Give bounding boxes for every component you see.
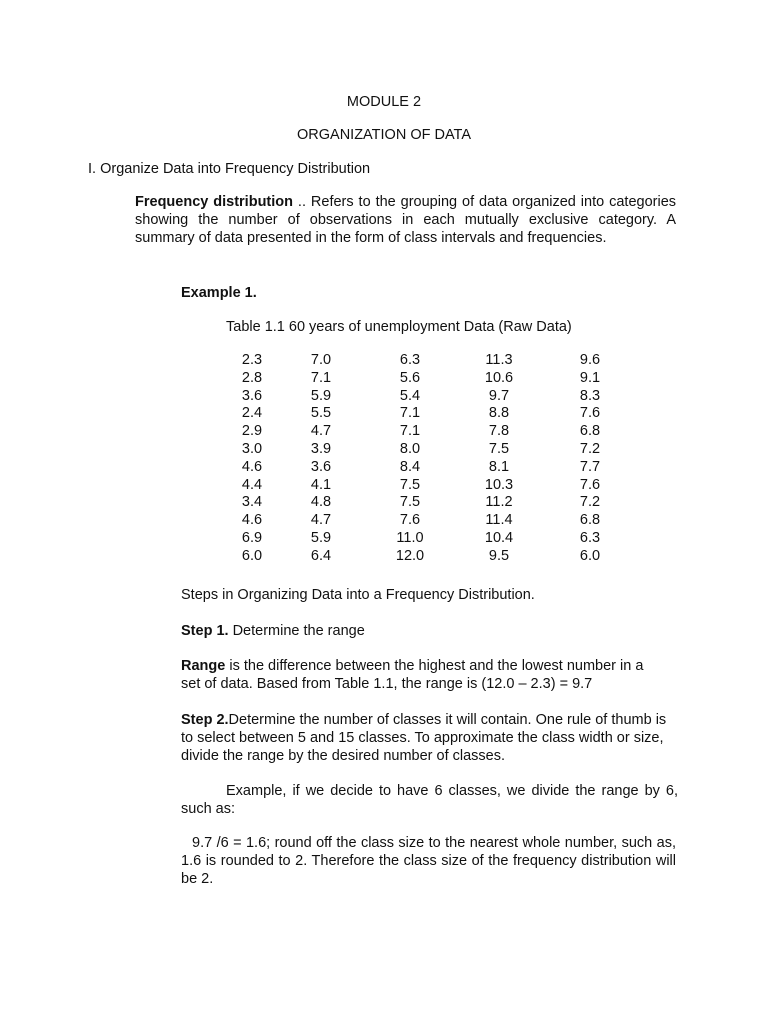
table-cell: 8.0 [399,440,421,457]
table-cell: 4.6 [241,512,263,529]
table-row [228,459,636,477]
table-row [228,405,636,423]
table-cell: 3.4 [241,494,263,511]
heading-organize-data: I. Organize Data into Frequency Distribution [88,161,371,177]
table-cell: 4.6 [241,458,263,475]
table-cell: 9.7 [488,387,510,404]
table-cell: 5.6 [399,369,421,386]
table-cell: 6.9 [241,529,263,546]
table-cell: 5.4 [399,387,421,404]
frequency-distribution-definition [135,193,676,247]
table-cell: 2.8 [241,369,263,386]
table-cell: 7.1 [399,423,421,440]
table-cell: 7.6 [579,476,601,493]
table-cell: 7.7 [579,458,601,475]
table-cell: 7.0 [310,352,332,368]
table-cell: 6.8 [579,423,601,440]
range-definition [181,657,661,693]
frequency-distribution-text: .. Refers to the grouping of data organized into categories showing the number of observations in each mutually exclusive category. A summary of data presented in the form of class intervals and frequencies. [135,194,677,246]
table-cell: 7.8 [488,423,510,440]
table-cell: 8.3 [579,387,601,404]
section-title: ORGANIZATION OF DATA [297,127,471,143]
table-cell: 11.4 [485,512,513,529]
table-cell: 6.3 [399,352,421,368]
table-cell: 7.5 [399,476,421,493]
table-row [228,548,636,566]
range-text: is the difference between the highest and the lowest number in a set of data. Based from Table 1.1, the range is (12.0 – 2.3) = 9.7 [181,658,644,692]
table-cell: 9.5 [488,547,510,564]
step-2-text: Determine the number of classes it will contain. One rule of thumb is to select between 5 and 15 classes. To approximate the class width or size, divide the range by the desired number of classes. [181,712,667,764]
table-cell: 7.6 [579,405,601,422]
step-2-label: Step 2. [181,712,229,728]
table-cell: 7.1 [310,369,332,386]
step-1-text: Determine the range [228,623,365,639]
table-cell: 2.9 [241,423,263,440]
table-cell: 3.6 [310,458,332,475]
example-paragraph: Example, if we decide to have 6 classes, we divide the range by 6, such as: [181,783,678,817]
table-cell: 6.8 [579,512,601,529]
table-row [228,423,636,441]
table-row [228,388,636,406]
table-cell: 11.2 [485,494,513,511]
example-label: Example 1. [181,285,257,301]
table-cell: 4.8 [310,494,332,511]
table-cell: 8.8 [488,405,510,422]
step-1 [181,622,365,640]
frequency-distribution-term: Frequency distribution [135,194,293,210]
table-cell: 10.6 [484,369,514,386]
table-row [228,441,636,459]
table-row [228,370,636,388]
table-cell: 2.3 [241,352,263,368]
table-row [228,477,636,495]
table-cell: 6.4 [310,547,332,564]
table-cell: 9.6 [579,352,601,368]
table-row [228,512,636,530]
table-cell: 7.1 [399,405,421,422]
table-cell: 4.1 [310,476,332,493]
table-cell: 12.0 [395,547,425,564]
table-caption: Table 1.1 60 years of unemployment Data (Raw Data) [226,319,572,335]
table-cell: 4.7 [310,423,332,440]
table-cell: 7.6 [399,512,421,529]
table-cell: 10.4 [484,529,514,546]
step-1-label: Step 1. [181,623,229,639]
table-cell: 11.0 [396,529,424,546]
range-term: Range [181,658,226,674]
table-cell: 3.0 [241,440,263,457]
table-cell: 9.1 [579,369,601,386]
table-cell: 8.1 [488,458,510,475]
table-cell: 5.9 [310,529,332,546]
table-cell: 7.5 [488,440,510,457]
table-cell: 3.9 [310,440,332,457]
table-cell: 4.4 [241,476,263,493]
table-cell: 4.7 [310,512,332,529]
module-title: MODULE 2 [346,94,422,110]
table-row [228,494,636,512]
table-row [228,530,636,548]
table-cell: 6.0 [579,547,601,564]
table-cell: 6.3 [579,529,601,546]
table-cell: 8.4 [399,458,421,475]
table-cell: 11.3 [485,352,513,368]
step-2 [181,711,674,765]
table-cell: 5.5 [310,405,332,422]
calculation-paragraph: 9.7 /6 = 1.6; round off the class size to the nearest whole number, such as, 1.6 is rounded to 2. Therefore the class size of the frequency distribution will be 2. [181,835,676,887]
table-cell: 7.2 [579,440,601,457]
steps-intro: Steps in Organizing Data into a Frequency Distribution. [181,587,535,603]
table-cell: 5.9 [310,387,332,404]
table-cell: 7.5 [399,494,421,511]
table-cell: 2.4 [241,405,263,422]
table-cell: 3.6 [241,387,263,404]
table-cell: 6.0 [241,547,263,564]
table-row [228,352,636,370]
table-cell: 7.2 [579,494,601,511]
raw-data-table [228,352,636,566]
table-cell: 10.3 [484,476,514,493]
